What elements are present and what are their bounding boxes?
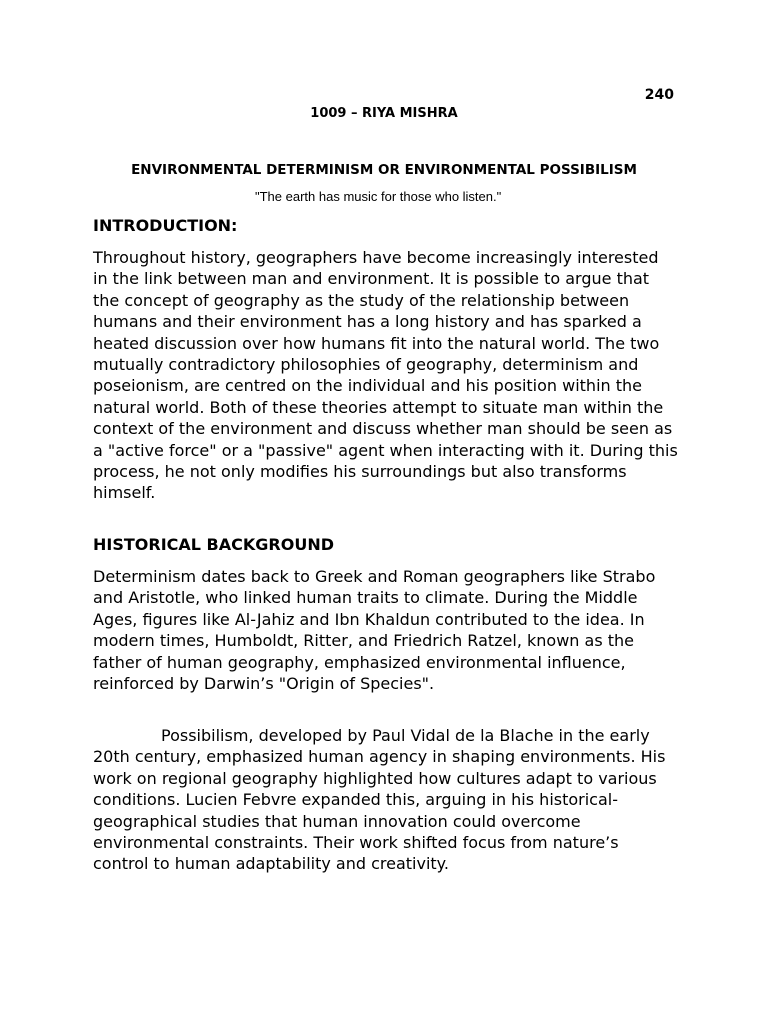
determinism-paragraph: Determinism dates back to Greek and Roman geographers like Strabo and Aristotle, who linked human traits to climate. During the Middle Ages, figures like Al-Jahiz and Ibn Khaldun contributed to the idea. In modern times, Humboldt, Ritter, and Friedrich Ratzel, known as the father of human geography, emphasized environmental influence, reinforced by Darwin’s "Origin of Species". [93, 567, 656, 694]
page-number: 240 [644, 87, 674, 103]
section-heading-historical-background: HISTORICAL BACKGROUND [93, 535, 334, 554]
epigraph-quote: "The earth has music for those who listen." [255, 189, 502, 204]
author-line: 1009 – RIYA MISHRA [310, 106, 458, 121]
section-heading-introduction: INTRODUCTION: [93, 216, 238, 235]
document-title: ENVIRONMENTAL DETERMINISM OR ENVIRONMENTAL POSSIBILISM [131, 162, 637, 178]
possibilism-paragraph: Possibilism, developed by Paul Vidal de la Blache in the early 20th century, emphasized human agency in shaping environments. His work on regional geography highlighted how cultures adapt to various conditions. Lucien Febvre expanded this, arguing in his historical-geographical studies that human innovation could overcome environmental constraints. Their work shifted focus from nature’s control to human adaptability and creativity. [93, 726, 666, 874]
introduction-paragraph: Throughout history, geographers have become increasingly interested in the link between man and environment. It is possible to argue that the concept of geography as the study of the relationship between humans and their environment has a long history and has sparked a heated discussion over how humans fit into the natural world. The two mutually contradictory philosophies of geography, determinism and poseionism, are centred on the individual and his position within the natural world. Both of these theories attempt to situate man within the context of the environment and discuss whether man should be seen as a "active force" or a "passive" agent when interacting with it. During this process, he not only modifies his surroundings but also transforms himself. [93, 248, 678, 503]
